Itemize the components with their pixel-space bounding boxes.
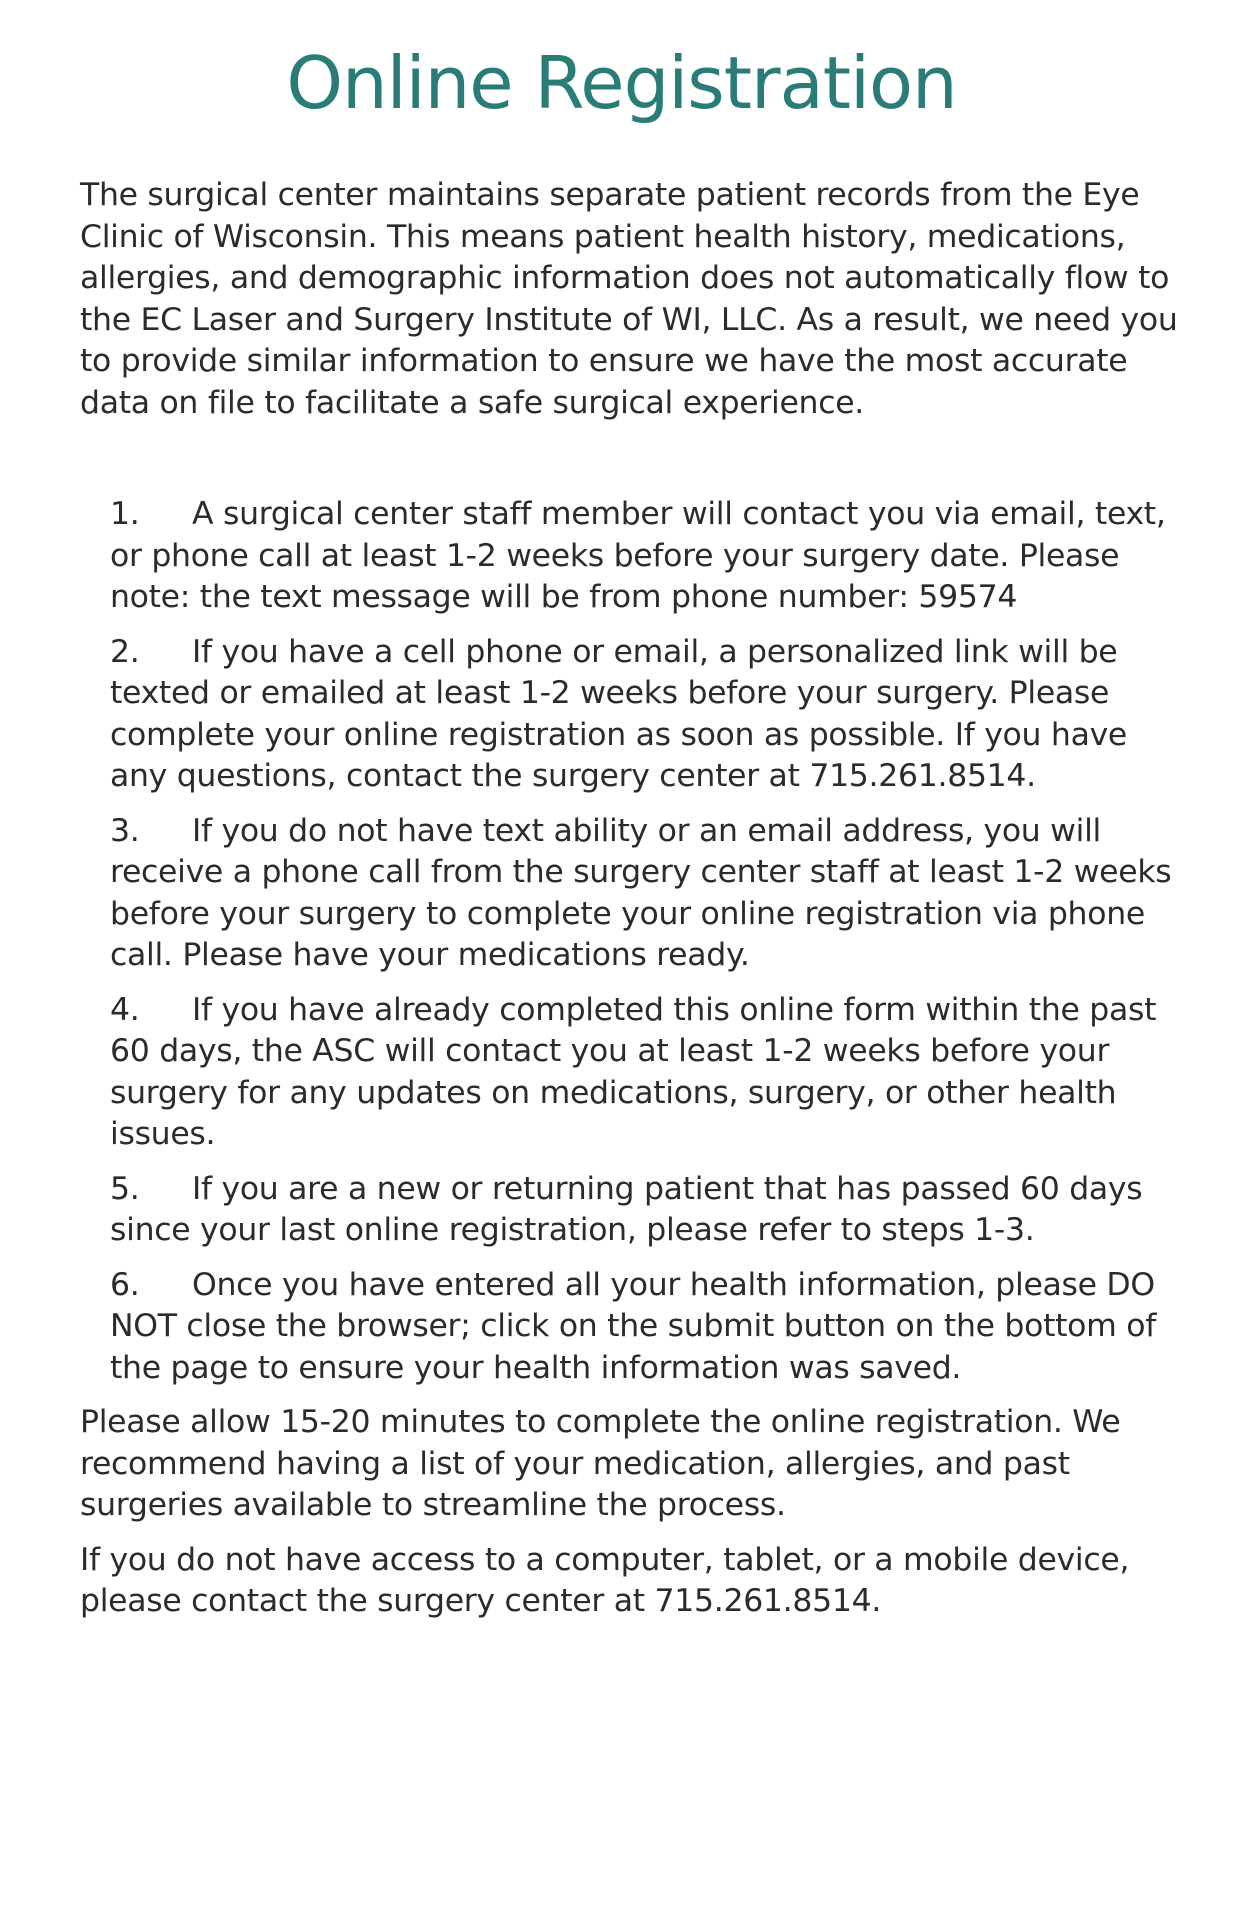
step-text: If you do not have text ability or an email address, you will receive a phone call from the surgery center staff at least 1-2 weeks before your surgery to complete your online registration via phone call. Please have your medications ready. <box>110 812 1172 973</box>
step-number: 4. <box>110 991 140 1028</box>
step-number: 5. <box>110 1170 140 1207</box>
step-text: If you have a cell phone or email, a personalized link will be texted or emailed at least 1-2 weeks before your surgery. Please complete your online registration as soon as possible. If you have any questions, contact the surgery center at 715.261.8514. <box>110 633 1127 794</box>
registration-steps <box>80 494 1180 1389</box>
step-item <box>110 1169 1180 1252</box>
step-number: 3. <box>110 812 140 849</box>
step-text: If you have already completed this online form within the past 60 days, the ASC will contact you at least 1-2 weeks before your surgery for any updates on medications, surgery, or other health issues. <box>110 991 1157 1152</box>
time-estimate-paragraph: Please allow 15-20 minutes to complete the online registration. We recommend having a list of your medication, allergies, and past surgeries available to streamline the process. <box>80 1404 1121 1523</box>
step-item <box>110 632 1180 798</box>
step-item <box>110 811 1180 977</box>
step-item <box>110 494 1180 619</box>
page-title: Online Registration <box>286 41 957 125</box>
contact-paragraph: If you do not have access to a computer, tablet, or a mobile device, please contact the surgery center at 715.261.8514. <box>80 1541 1130 1619</box>
step-text: If you are a new or returning patient that has passed 60 days since your last online registration, please refer to steps 1-3. <box>110 1170 1143 1248</box>
step-number: 6. <box>110 1266 140 1303</box>
document-body <box>80 175 1180 1636</box>
intro-paragraph: The surgical center maintains separate patient records from the Eye Clinic of Wisconsin. This means patient health history, medications, allergies, and demographic information does not automatically flow to the EC Laser and Surgery Institute of WI, LLC. As a result, we need you to provide similar information to ensure we have the most accurate data on file to facilitate a safe surgical experience. <box>80 177 1178 421</box>
step-text: A surgical center staff member will contact you via email, text, or phone call at least 1-2 weeks before your surgery date. Please note: the text message will be from phone number: 59574 <box>110 496 1166 615</box>
step-number: 1. <box>110 496 140 532</box>
step-number: 2. <box>110 633 140 670</box>
step-item <box>110 990 1180 1156</box>
step-item <box>110 1265 1180 1390</box>
step-text: Once you have entered all your health information, please DO NOT close the browser; click on the submit button on the bottom of the page to ensure your health information was saved. <box>110 1266 1157 1386</box>
